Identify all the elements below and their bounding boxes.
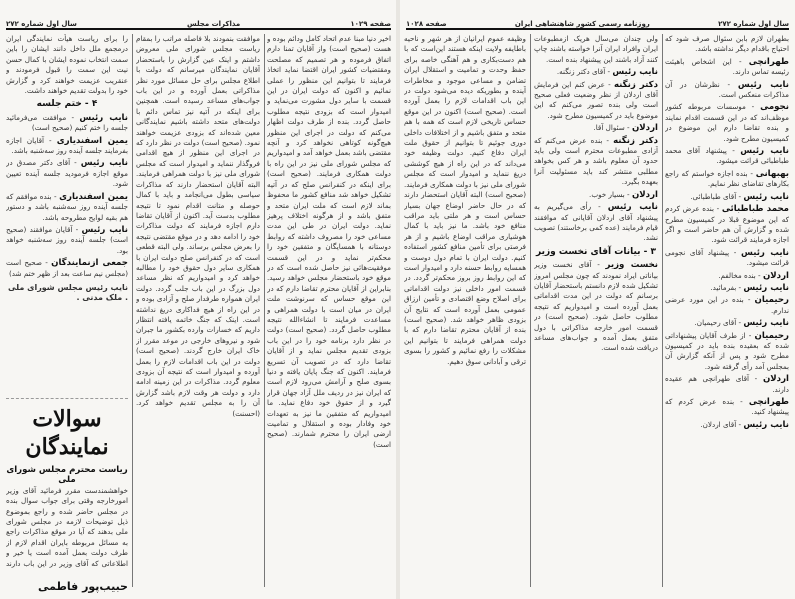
column-divider <box>662 34 663 587</box>
paragraph-text: - بنده عرض می‌کنم که آزادی مطبوعات محترم است ولی باید حدود آن معلوم باشد و هر کس بخواهد مطلبی منتشر کند باید مسئولیت آنرا بعهده بگیرد. <box>534 135 658 187</box>
speaker-name: نایب رئیس <box>741 247 789 258</box>
page-number: صفحه ۱۰۲۸ <box>406 20 447 28</box>
speaker-name: نایب رئیس <box>79 112 128 123</box>
paragraph <box>665 283 789 293</box>
paragraph <box>534 136 658 188</box>
left-page-header <box>6 16 391 30</box>
paragraph-text: - این اشخاص باهیئت رئیسه تماس دارند. <box>665 56 789 77</box>
speaker-name: اردلان <box>762 374 789 385</box>
right-newspaper-page <box>400 0 795 599</box>
speaker-name: اردلان <box>762 270 789 281</box>
paragraph-text: - آقای طهرانچی هم عقیده دارند. <box>665 374 789 394</box>
page-number: صفحه ۱۰۲۹ <box>350 20 391 28</box>
paragraph <box>665 318 789 328</box>
paragraph-text: - پیشنهاد آقای محمد طباطبائی قرائت میشود. <box>665 146 789 166</box>
paragraph <box>665 204 789 246</box>
column-left <box>6 34 128 575</box>
paragraph <box>6 34 128 96</box>
paragraph <box>6 113 128 134</box>
paragraph-text: ولی چندان می‌سال هریک ازمطبوعات ایران وافراد ایران آنرا خواسته باشند چاپ کنند آزاد باشند این پیشنهاد بنده است. <box>534 34 658 64</box>
paragraph <box>665 192 789 202</box>
paragraph <box>665 374 789 395</box>
speaker-name: نایب رئیس <box>743 318 789 329</box>
paragraph <box>665 331 789 373</box>
paragraph <box>534 34 658 65</box>
signature: نایب رئیس مجلس شورای ملی . ملک مدنی . <box>8 282 128 303</box>
paragraph <box>534 80 658 122</box>
speaker-name: یمین اسفندیاری <box>56 135 128 146</box>
paragraph <box>665 420 789 430</box>
left-newspaper-page <box>0 0 397 599</box>
paragraph-text: وظیفه عموم ایرانیان از هر شهر و ناحیه باطایفه ولایت اینکه هستند این‌است که با هم دست‌بکاری و هم آهنگی خاصه برای حفظ وحدت و تمامیت و استقلال ایران تضامن و مساعی موجود و مخاطرات آینده و بطوریکه دیده می‌شود دولت در این باب اقدامات لازم را بعمل آورده است. (صحیح است) اکنون در این موقع حساس تاریخی لازم است که همه با هم متحد و متفق باشیم و از اختلافات داخلی دوری جوئیم تا بتوانیم از حقوق ملت ایران دفاع کنیم. دولت وظیفه خود می‌داند که در این راه از هیچ کوششی دریغ ننماید و امیدوار است که مجلس شورای ملی نیز با دولت همکاری فرمایند. (صحیح است) البته آقایان استحضار دارند که در حال حاضر اوضاع جهان بسیار حساس است و هر ملتی باید مراقب منافع خود باشد. ما نیز باید با کمال هوشیاری مراقب اوضاع باشیم و از هر فرصتی برای تأمین منافع کشور استفاده کنیم. دولت ایران با تمام دول دوست و همسایه روابط حسنه دارد و امیدوار است که این روابط روز بروز محکم‌تر گردد. در قسمت امور داخلی نیز دولت اقداماتی برای اصلاح وضع اقتصادی و تأمین ارزاق عمومی بعمل آورده است که نتایج آن بزودی ظاهر خواهد شد. (صحیح است) بنده از آقایان محترم تقاضا دارم که با دولت همراهی فرمایند تا بتوانیم این مشکلات را رفع نمائیم و کشور را بسوی ترقی و آبادانی سوق دهیم. <box>404 34 526 366</box>
paragraph <box>665 271 789 281</box>
paragraph-text: - بفرمائید. <box>710 282 742 292</box>
speaker-name: نجومی <box>760 102 789 113</box>
paragraph-text: - بنده اجازه خواستم که راجع بکارهای تقاضای نظر نمایم. <box>665 168 789 189</box>
speaker-name: بهبهانی <box>755 168 789 179</box>
right-page-header <box>406 16 789 30</box>
paragraph-text: - آقایان اجازه بفرمایند جلسه آینده روز سه‌شنبه باشد. <box>6 135 128 156</box>
paragraph-text: - بنده در این مورد عرضی ندارم. <box>665 295 789 315</box>
speaker-name: نایب رئیس <box>737 79 789 90</box>
paragraph <box>665 169 789 190</box>
speaker-name: محمد طباطبائی <box>721 204 789 215</box>
questions-signature: حبیب‌پور فاطمی <box>10 580 128 594</box>
column-middle <box>136 34 260 589</box>
column-middle <box>534 34 658 589</box>
speaker-name: نایب رئیس <box>743 191 789 202</box>
paragraph <box>665 102 789 144</box>
column-right <box>665 34 789 589</box>
paragraph-text: را برای ریاست هیأت نمایندگی ایران درمجمع ملل داخل دانند ایشان را باین سمت انتخاب نموده ایشان با کمال حسن نیت این سمت را قبول فرمودند و عنقریب عزیمت خواهند کرد و گزارش خود را بدولت تقدیم خواهند داشت. <box>6 34 128 96</box>
column-divider <box>530 34 531 587</box>
paragraph-text: - بنده موافقم که جلسه آینده روز سه‌شنبه باشد و دستور هم بقیه لوایح مطروحه باشد. <box>6 191 128 222</box>
questions-body: خواهشمندست مقرر فرمائید آقای وزیر امورخارجه وقتی برای جواب سوال بنده در مجلس حاضر شده و راجع بموضوع ذیل توضیحات لازمه در مجلس شورای ملی بدهند که آیا در موقع مذاکرات راجع به مسائل مربوطه بایران اقدام لازم از طرف دولت بعمل آمده است یا خیر و اطلاعاتی که آقای وزیر در این باب دارند <box>6 485 128 568</box>
speaker-name: رحیمیان <box>754 330 789 341</box>
speaker-name: نخست وزیر <box>605 260 658 271</box>
paragraph <box>534 190 658 200</box>
paragraph <box>665 295 789 316</box>
speaker-name: جمعی ازنمایندگان <box>51 258 128 269</box>
column-divider <box>264 34 265 587</box>
paragraph <box>534 67 658 77</box>
speaker-name: نایب رئیس <box>740 146 789 157</box>
speaker-name: طهرانچی <box>748 56 789 67</box>
paragraph <box>404 34 526 367</box>
paragraph-text: - بسیار خوب. <box>589 189 630 199</box>
divider <box>6 398 128 399</box>
paragraph-text: - نظرشان در آن مذاکرات منعکس است. <box>665 79 789 100</box>
speaker-name: دکتر زنگنه <box>613 135 658 146</box>
paragraph <box>267 34 391 450</box>
paragraph <box>665 34 789 55</box>
paragraph-text: - صحیح است (مجلس نیم ساعت بعد از ظهر ختم شد) <box>6 258 128 278</box>
speaker-name: نایب رئیس <box>607 202 658 213</box>
paragraph-text: - از طرف آقایان پیشنهاداتی شده که بعقیده بنده باید در کمیسیون مطرح شود و پس از آنکه گزارش آن بمجلس آمد رأی گرفته شود. <box>665 330 789 371</box>
paragraph-text: - آقای دکتر زنگنه. <box>556 67 611 77</box>
paragraph-text: - آقای رحیمیان. <box>694 318 742 328</box>
paragraph <box>665 57 789 78</box>
column-left <box>404 34 526 589</box>
speaker-name: نایب رئیس <box>81 224 128 235</box>
paragraph-text: - موسسات مربوطه کشور موظف‌اند که در این قسمت اقدام نمایند و بنده تقاضا دارم این موضوع در کمیسیون مطرح شود. <box>665 102 789 143</box>
paragraph <box>534 260 658 354</box>
paragraph <box>665 248 789 269</box>
speaker-name: یمین اسفندیاری <box>59 191 128 202</box>
paragraph <box>6 258 128 279</box>
paragraph-text: - آقای دکتر مصدق در موقع اجازه فرمودید جلسه آینده تعیین شود. <box>6 158 128 189</box>
speaker-name: نایب رئیس <box>743 282 789 293</box>
section-heading: ۳ - بیانات آقای نخست وزیر <box>535 246 657 257</box>
speaker-name: اردلان <box>631 189 658 200</box>
paragraph-text: - موافقت می‌فرمائید جلسه را ختم کنیم (صحیح است) <box>6 112 128 133</box>
section-title: روزنامه رسمی کشور شاهنشاهی ایران <box>514 20 650 28</box>
paragraph-text: - بنده مخالفم. <box>718 270 761 280</box>
paragraph-text: - سئوال آقا. <box>593 123 630 133</box>
paragraph <box>6 192 128 223</box>
speaker-name: نایب رئیس <box>743 419 789 430</box>
paragraph-text: بطهران لازم بابن سئوال صرف شود که احتیاج باقدام دیگر نداشته باشد. <box>665 34 789 54</box>
paragraph-text: - عرض کنم این فرمایش آقای اردلان از نظر وضعیت فعلی صحیح است ولی بنده تصور می‌کنم که این موضوع باید در کمیسیون مطرح شود. <box>534 79 658 120</box>
paragraph <box>665 397 789 418</box>
year-issue: سال اول شماره ۲۷۲ <box>718 20 789 28</box>
paragraph-text: - آقایان موافقند (صحیح است) جلسه آینده روز سه‌شنبه خواهد بود. <box>6 224 128 255</box>
year-issue: سال اول شماره ۲۷۲ <box>6 20 77 28</box>
section-heading: ۴ - ختم جلسه <box>36 99 98 110</box>
column-right <box>267 34 391 589</box>
section-title: مذاکرات مجلس <box>187 20 241 28</box>
paragraph-text: - بنده عرض کردم که این موضوع قبلا در کمیسیون مطرح شده و گزارش آن هم حاضر است و اگر اجازه فرمایند قرائت شود. <box>665 204 789 245</box>
paragraph-text: - رأی می‌گیریم به پیشنهاد آقای اردلان آقایانی که موافقند قیام فرمایند (عده کمی برخاستند) تصویب نشد. <box>534 202 658 243</box>
speaker-name: نایب رئیس <box>612 67 658 78</box>
questions-title: سوالات نمایندگان <box>25 406 109 460</box>
questions-addressee: ریاست محترم مجلس شورای ملی <box>6 465 128 486</box>
paragraph-text: اخیر دنیا مبنا عدم اتحاد کامل ودائم بوده و هست (صحیح است) واز آقایان تمنا دارم اتفاق فرموده و هر تصمیم که مصلحت ومقتضیات کشور ایران اقتضا نماید اتخاذ فرمایند تا بتوانیم این منظور را عملی نمائیم و اکنون که دولت ایران در این قسمت با سایر دول مشورت می‌نماید و امیدوار است که بزودی نتیجه مطلوب حاصل گردد. بنده از طرف دولت اظهار می‌کنم که دولت در اجرای این منظور هیچ‌گونه کوتاهی نخواهد کرد و آنچه مقتضی باشد بعمل خواهد آمد و امیدواریم که مجلس شورای ملی نیز در این راه با دولت همکاری فرمایند. (صحیح است) برای اینکه در کنفرانس صلح که در آتیه تشکیل خواهد شد منافع کشور ما محفوظ بماند لازم است که ملت ایران متحد و متفق باشد و از هرگونه اختلاف پرهیز نماید. دولت ایران در طی این مدت مساعی خود را مصروف داشته که روابط دوستانه با همسایگان و متفقین خود را محکم‌تر نماید و در این قسمت موفقیت‌هائی نیز حاصل شده است که در موقع خود باستحضار مجلس خواهد رسید. بنابراین از آقایان محترم تقاضا دارم که در این موقع حساس که سرنوشت ملت ایران در میان است با دولت همراهی و مساعدت فرمایند تا انشاءالله نتیجه مطلوب حاصل گردد. (صحیح است) دولت در نظر دارد برنامه خود را در این باب بزودی تقدیم مجلس نماید و از آقایان تقاضا دارد که در تصویب آن تسریع فرمایند. اکنون که جنگ پایان یافته و دنیا بسوی صلح و آرامش می‌رود لازم است که ایران نیز در ردیف ملل آزاد جهان قرار گیرد و از حقوق خود دفاع نماید. ما امیدواریم که متفقین ما نیز به تعهدات خود وفادار بوده و استقلال و تمامیت ارضی ایران را محترم شمارند. (صحیح است) <box>267 34 391 449</box>
speaker-name: دکتر زنگنه <box>613 79 658 90</box>
paragraph <box>534 202 658 244</box>
paragraph-text: - بنده عرض کردم که پیشنهاد کنید. <box>665 397 789 417</box>
paragraph <box>6 225 128 256</box>
paragraph-text: - آقای طباطبائی. <box>690 191 742 201</box>
speaker-name: نایب رئیس <box>80 158 128 169</box>
paragraph-text: - آقای نخست وزیر بیاناتی ایراد نمودند که چون مجلس امروز تشکیل شده لازم دانستم باستحضار آقایان برسانم که دولت در این مدت اقداماتی بعمل آورده است و امیدواریم که نتیجه مطلوب حاصل شود. (صحیح است) در قسمت امور خارجه مذاکراتی با دول متفق بعمل آمده و جواب‌های مساعد دریافت شده است. <box>534 260 658 353</box>
paragraph <box>665 146 789 167</box>
paragraph <box>534 123 658 133</box>
paragraph <box>6 136 128 157</box>
column-divider <box>132 34 133 587</box>
paragraph-text: - آقای اردلان. <box>700 419 742 429</box>
paragraph <box>6 158 128 189</box>
speaker-name: اردلان <box>631 123 658 134</box>
paragraph <box>665 80 789 101</box>
speaker-name: رحیمیان <box>754 295 789 306</box>
paragraph <box>136 34 260 419</box>
speaker-name: طهرانچی <box>748 397 789 407</box>
paragraph-text: - پیشنهاد آقای نجومی قرائت میشود. <box>665 247 789 268</box>
paragraph-text: موافقت بنمودند بلا فاصله مراتب را بمقام ریاست مجلس شورای ملی معروض داشتم و اینک عین گزارش را باستحضار آقایان نمایندگان میرسانم که دولت با اطلاع مجلس برای حل مسائل مورد نظر مذاکراتی بعمل آورده و در این باب جواب‌های مساعد رسیده است. همچنین برای اینکه در آتیه نیز تماس دائم با دولت‌های متحد داشته باشیم نمایندگانی معین شده‌اند که بزودی عزیمت خواهند نمود. (صحیح است) دولت در نظر دارد که در اجرای این منظور از هیچ اقدامی فروگذار ننماید و امیدوار است که مجلس شورای ملی نیز با دولت همراهی فرمایند. البته آقایان استحضار دارند که مذاکرات سیاسی بطول می‌انجامد و باید با کمال حوصله و متانت اقدام نمود تا نتیجه مطلوب بدست آید. اکنون از آقایان تقاضا دارم اجازه فرمایند که دولت مذاکرات خود را ادامه دهد و در موقع مقتضی نتیجه را بعرض مجلس برساند. ولی البته قطعی است که در کنفرانس صلح دولت ایران با همکاری سایر دول حقوق خود را مطالبه خواهد کرد و امیدواریم که نظر مساعد دول بزرگ در این باب جلب گردد. دولت ایران همواره طرفدار صلح و آزادی بوده و در این راه از هیچ فداکاری دریغ نداشته است. اینک که جنگ خاتمه یافته انتظار داریم که خسارات وارده بکشور ما جبران شود و نیروهای خارجی در موعد مقرر از خاک ایران خارج گردند. (صحیح است) دولت در این باب اقدامات لازم را بعمل آورده و امیدوار است که نتیجه آن بزودی معلوم گردد. مذاکرات در این زمینه ادامه دارد و دولت هر وقت لازم باشد گزارش آن را به مجلس تقدیم خواهد کرد. (احسنت) <box>136 34 260 418</box>
